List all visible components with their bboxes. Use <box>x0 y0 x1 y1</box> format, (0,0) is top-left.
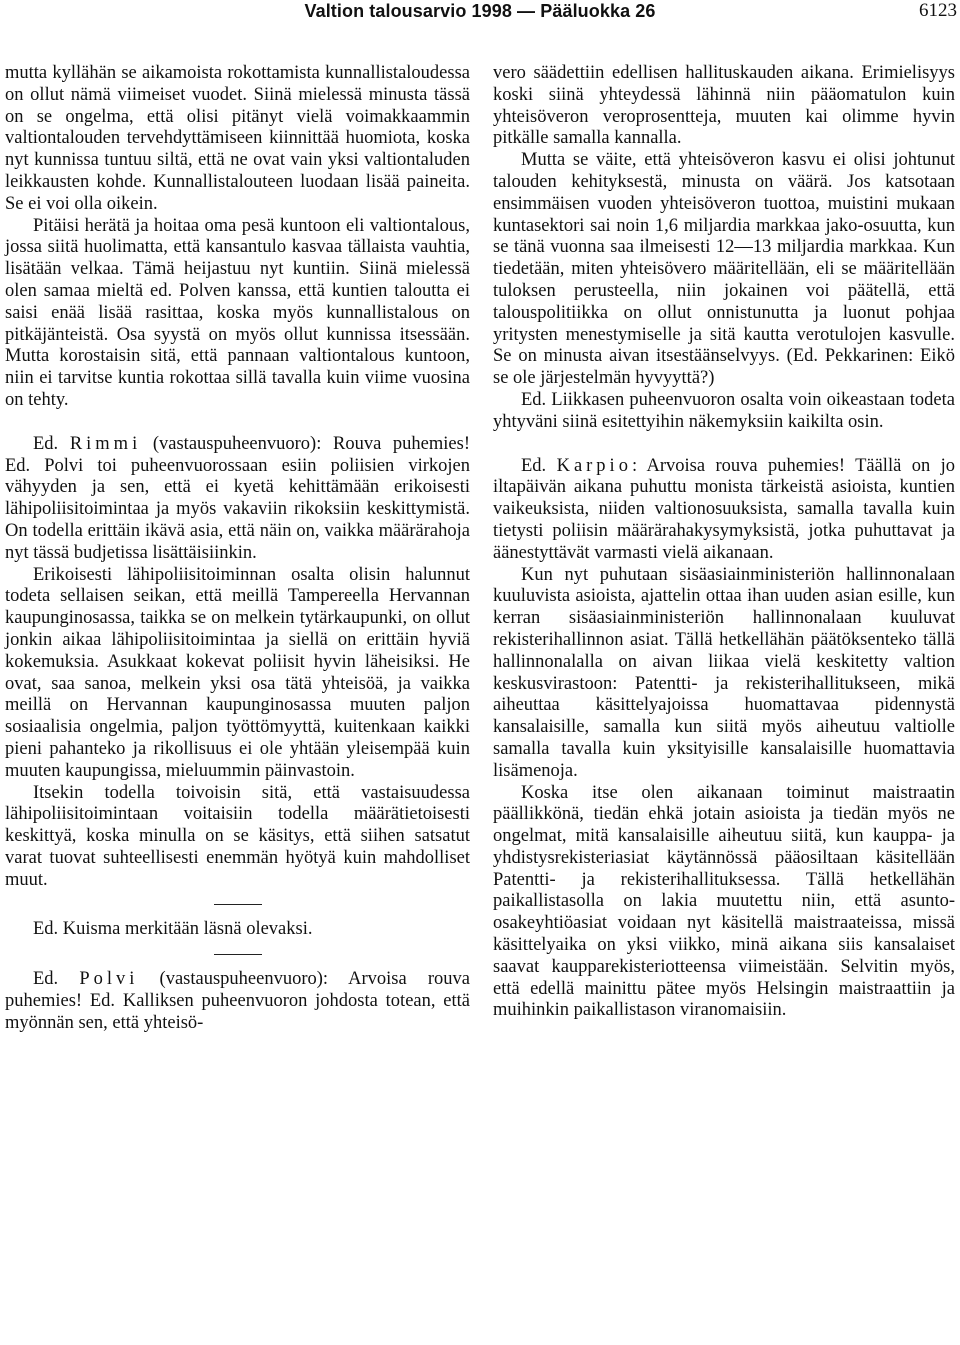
speaker-name: Karpio <box>556 455 632 476</box>
speech-text: : Arvoisa rouva puhemies! Täällä on jo iltapäivän aikana puhuttu monista tärkeistä asioista, kuntien vaikeuksista, niiden valtionosuuksista, samalla tavalla kuin tietysti poliisin määrärahakysymyksistä, jotka puhuttavat ja äänestyttävät varmasti vielä aikanaan. <box>493 455 955 563</box>
paragraph: Kun nyt puhutaan sisäasiainministeriön hallinnonalaan kuuluvista asioista, ajattelin ottaa ihan uuden asian esille, kun kerran sisäasiainministeriön hallinnonalaan kuuluvat rekisterihallinnon asiat. Tällä hetkellähän päätöksenteko tällä hallinnonalalla on aivan liikaa vielä keskitetty valtion keskusvirastoon: Patentti- ja rekisterihallitukseen, mikä aiheuttaa käsittelyajoissa huomattavaa pidennystä kansalaisille, samalla kun siitä myös aiheutuu valtiolle samalla tavalla kuin yksityisille kansalaisille huomattavia lisämenoja. <box>493 564 955 781</box>
speaker-prefix: Ed. <box>33 969 80 990</box>
speaker-paragraph-karpio <box>493 456 955 565</box>
speaker-paragraph-rimmi <box>5 434 470 565</box>
left-column <box>5 63 470 1035</box>
paragraph: Mutta se väite, että yhteisöveron kasvu ei olisi johtunut talouden kehityksestä, minusta on väärä. Jos katsotaan ensimmäisen vuoden yhteisöveron tuottoa, muistini mukaan kuntasektori sai noin 1,6 miljardia markkaa jako-osuutta, kun se tänä vuonna saa ilmeisesti 12—13 miljardia markkaa. Kun tiedetään, miten yhteisövero määritellään, eli se määritellään tuloksen perusteella, niin jokainen voi päätellä, että talouspolitiikka on ollut onnistunutta ja luonut pohjaa yritysten menestymiselle ja sitä kautta verotulojen kasvulle. Se on minusta aivan itsestäänselvyys. (Ed. Pekkarinen: Eikö se ole järjestelmän hyvyyttä?) <box>493 150 955 389</box>
section-divider <box>214 954 262 955</box>
speech-text: (vastauspuheenvuoro): Arvoisa rouva puhemies! Ed. Kalliksen puheenvuoron johdosta totean, että myönnän sen, että yhteisö- <box>5 969 470 1033</box>
section-divider <box>214 904 262 905</box>
spacer <box>5 412 470 434</box>
speaker-prefix: Ed. <box>521 455 557 476</box>
speaker-paragraph-polvi <box>5 969 470 1034</box>
paragraph: mutta kyllähän se aikamoista rokottamista kunnallistaloudessa on ollut nämä viimeiset vuodet. Siinä mielessä minusta tässä on se ongelma, että olisi pitänyt vielä voimakkaammin valtiontalouden tervehdyttämiseen kiinnittää huomiota, koska nyt kunnissa tuntuu siltä, että ne ovat vain yksi valtiontaluden leikkausten kohde. Kunnallistalouteen luodaan lisää paineita. Se ei voi olla oikein. <box>5 63 470 214</box>
page-header <box>0 0 960 24</box>
page-number: 6123 <box>919 0 957 21</box>
running-header-title: Valtion talousarvio 1998 — Pääluokka 26 <box>304 1 656 21</box>
paragraph: Ed. Liikkasen puheenvuoron osalta voin oikeastaan todeta yhtyväni siinä esitettyihin näkemyksiin kaikilta osin. <box>493 389 955 432</box>
paragraph: Erikoisesti lähipoliisitoiminnan osalta olisin halunnut todeta sellaisen seikan, että meillä Tampereella Hervannan kaupunginosassa, taikka se on melkein tytärkaupunki, on ollut jonkin aikaa lähipoliisitoimintaa ja siellä on erittäin hyviä kokemuksia. Asukkaat kokevat poliisit hyvin läheisiksi. He ovat, saa sanoa, melkein yksi osa tätä yhteisöä, ja vaikka meillä on Hervannan kaupunginosassa muuten paljon sosiaalisia ongelmia, paljon työttömyyttä, kuitenkaan kaikki pieni pahanteko ja rikollisuus ei ole yhtään yleisempää kuin muuten kaupungissa, mieluummin päinvastoin. <box>5 564 470 781</box>
paragraph: Pitäisi herätä ja hoitaa oma pesä kuntoon eli valtiontalous, jossa siitä huolimatta, että kansantulo kasvaa tällaista vauhtia, lisätään velkaa. Tämä heijastuu nyt kuntiin. Siinä mielessä olen samaa mieltä ed. Polven kanssa, että kuntien taloutta ei saisi enää lisää rasittaa, koska myös kunnallistalous on pitkäjänteistä. Osa syystä on myös ollut kunnissa itsessään. Mutta korostaisin sitä, että pannaan valtiontalous kuntoon, niin ei tarvitse kuntia rokottaa sillä tavalla kuin viime vuosina on tehty. <box>5 215 470 410</box>
speaker-prefix: Ed. <box>33 433 70 454</box>
speaker-name: Polvi <box>79 969 139 990</box>
spacer <box>493 434 955 456</box>
paragraph: Ed. Kuisma merkitään läsnä olevaksi. <box>33 919 313 940</box>
paragraph: vero säädettiin edellisen hallituskauden aikana. Erimielisyys koski siinä yhteydessä lähinnä niin pääomatulon kuin yhteisöveron veroprosentteja, muuten kai olimme hyvin pitkälle samalla kannalla. <box>493 63 955 149</box>
paragraph: Koska itse olen aikanaan toiminut maistraatin päällikkönä, tiedän ehkä jotain asioista ja tiedän myös ne ongelmat, mitä kansalaisille aiheutuu siitä, kun kauppa- ja yhdistysrekisteriasiat käytännössä pääosiltaan käsitellään Patentti- ja rekisterihallituksessa. Tällä hetkellähän paikallistasolla on lakia muutettu niin, että asunto-osakeyhtiöasiat voidaan nyt käsitellä maistraateissa, missä käsittelyaika on yksi viikko, minä aikana siis kansalaiset saavat kaupparekisteriotteensa viimeistään. Selvitin myös, että edellä mainittu pätee myös Helsingin maistraattiin ja muihinkin paikallistason viranomaisiin. <box>493 782 955 1021</box>
speech-text: (vastauspuheenvuoro): Rouva puhemies! Ed. Polvi toi puheenvuorossaan esiin poliisien virkojen vähyyden ja sen, että ei kyetä kehittämään erikoisesti lähipoliisitoimintaa ja myös vakaviin rikoksiin keskittymistä. On todella erittäin ikävä asia, että näin on, vaikka määrärahoja nyt tässä budjetissa lisättäisiinkin. <box>5 433 470 563</box>
speaker-name: Rimmi <box>69 433 142 454</box>
right-column <box>493 63 955 1022</box>
paragraph: Itsekin todella toivoisin sitä, että vastaisuudessa lähipoliisitoimintaan voitaisiin todella määrätietoisesti keskittyä, koska minulla on se käsitys, että siihen satsatut varat tuovat suhteellisesti enemmän hyötyä kuin mahdolliset muut. <box>5 782 470 890</box>
